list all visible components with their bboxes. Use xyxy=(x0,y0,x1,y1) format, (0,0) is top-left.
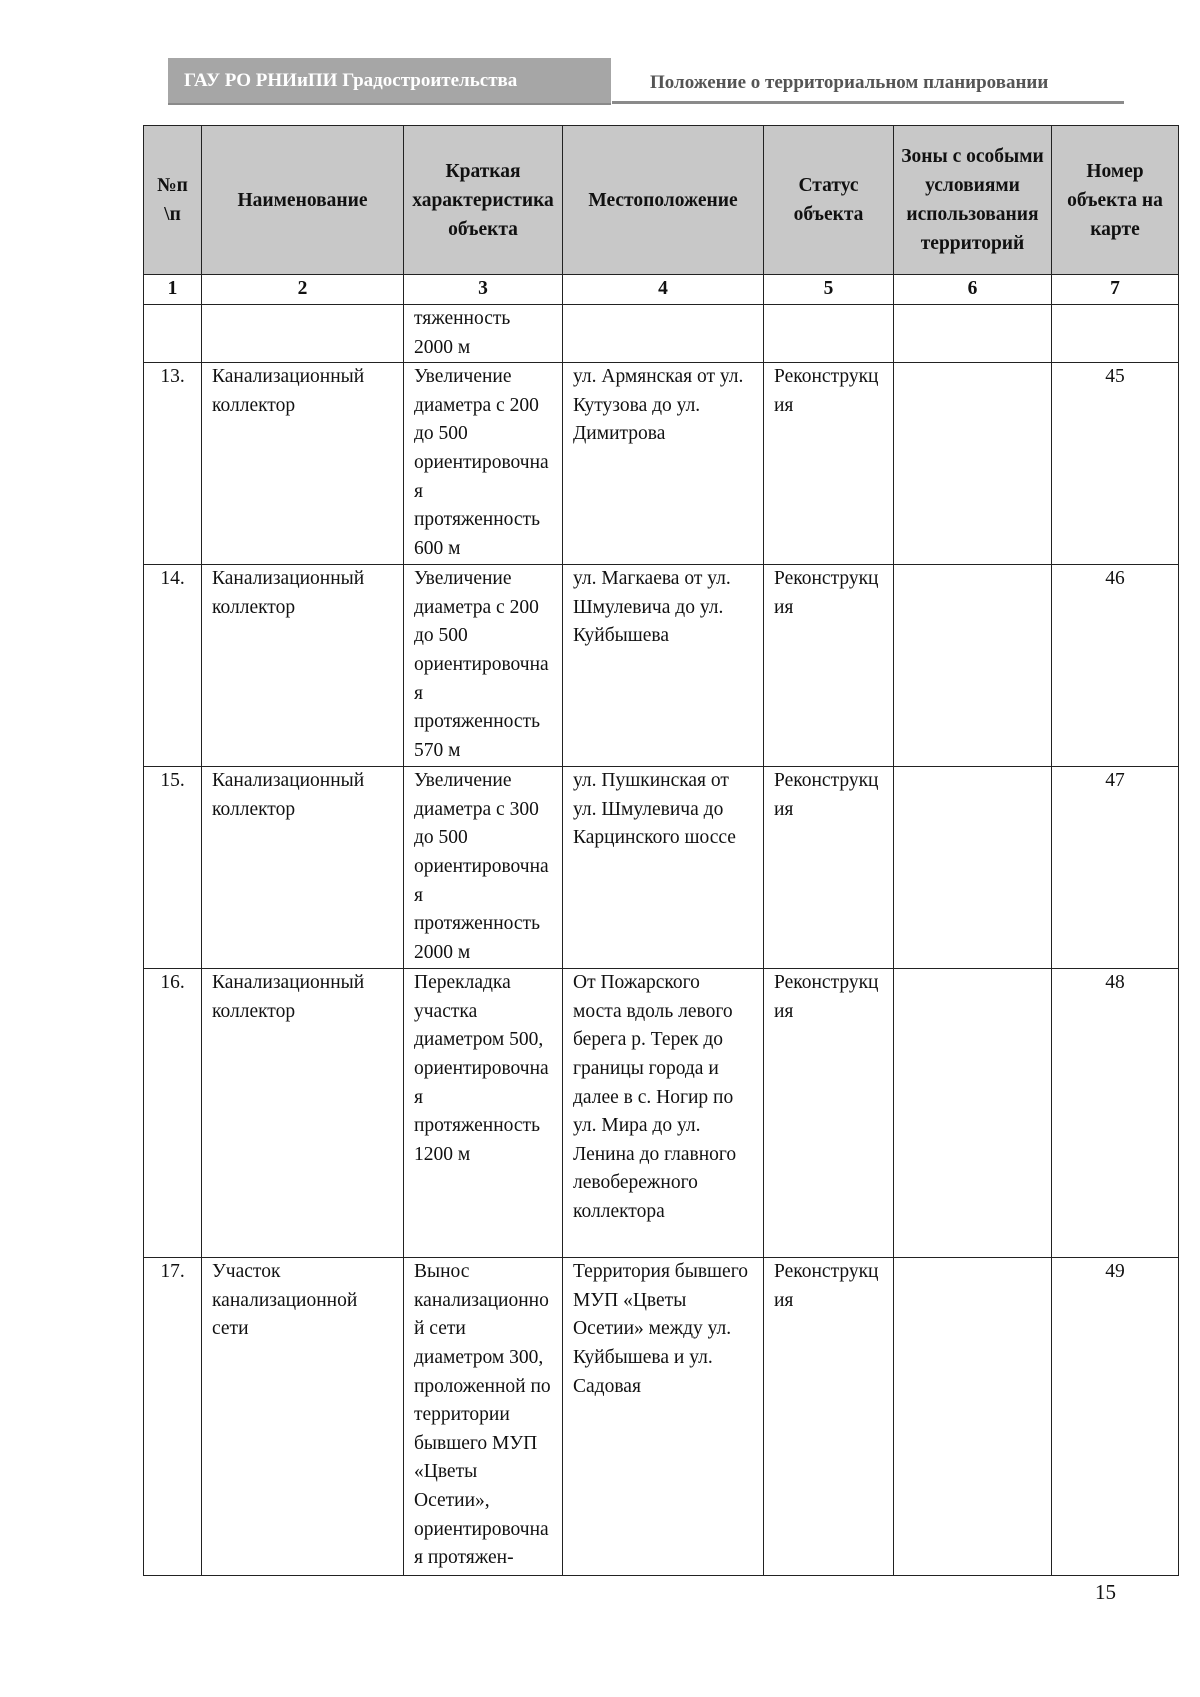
object-location xyxy=(563,305,764,363)
row-number: 15. xyxy=(144,767,202,969)
object-name: Участок канализационной сети xyxy=(202,1258,404,1576)
object-description: Увеличение диаметра с 200 до 500 ориентировочная протяженность 570 м xyxy=(404,565,563,767)
row-number: 14. xyxy=(144,565,202,767)
table-row xyxy=(144,969,1179,1258)
object-description: Увеличение диаметра с 200 до 500 ориентировочная протяженность 600 м xyxy=(404,363,563,565)
col-header-name: Наименование xyxy=(202,126,404,275)
object-description: Перекладка участка диаметром 500, ориентировочная протяженность 1200 м xyxy=(404,969,563,1258)
object-status: Реконструкция xyxy=(764,565,894,767)
object-map-number: 46 xyxy=(1052,565,1179,767)
table-row xyxy=(144,363,1179,565)
col-number: 3 xyxy=(404,275,563,305)
table-row xyxy=(144,767,1179,969)
object-zones xyxy=(894,363,1052,565)
object-name: Канализационный коллектор xyxy=(202,363,404,565)
col-header-zones: Зоны с особыми условиями использования территорий xyxy=(894,126,1052,275)
col-number: 4 xyxy=(563,275,764,305)
object-description: Вынос канализационной сети диаметром 300, проложенной по территории бывшего МУП «Цветы Осетии», ориентировочная протяжен- xyxy=(404,1258,563,1576)
object-map-number: 48 xyxy=(1052,969,1179,1258)
object-status: Реконструкция xyxy=(764,969,894,1258)
col-header-description: Краткая характеристика объекта xyxy=(404,126,563,275)
header-right-underline xyxy=(612,101,1124,104)
col-number: 7 xyxy=(1052,275,1179,305)
object-zones xyxy=(894,1258,1052,1576)
table-row xyxy=(144,565,1179,767)
table-row xyxy=(144,1258,1179,1576)
object-location: ул. Армянская от ул. Кутузова до ул. Димитрова xyxy=(563,363,764,565)
object-status: Реконструкция xyxy=(764,1258,894,1576)
object-zones xyxy=(894,305,1052,363)
header-left-underline xyxy=(168,103,611,105)
object-name xyxy=(202,305,404,363)
object-location: От Пожарского моста вдоль левого берега р. Терек до границы города и далее в с. Ногир по ул. Мира до ул. Ленина до главного левобережного коллектора xyxy=(563,969,764,1258)
object-status: Реконструкция xyxy=(764,363,894,565)
col-header-number: №п \п xyxy=(144,126,202,275)
object-zones xyxy=(894,767,1052,969)
col-header-location: Местоположение xyxy=(563,126,764,275)
header-document-title: Положение о территориальном планировании xyxy=(650,72,1049,93)
column-number-row xyxy=(144,275,1179,305)
col-number: 1 xyxy=(144,275,202,305)
page-number: 15 xyxy=(1095,1580,1116,1604)
object-map-number: 45 xyxy=(1052,363,1179,565)
object-zones xyxy=(894,969,1052,1258)
objects-table xyxy=(143,125,1179,1576)
object-name: Канализационный коллектор xyxy=(202,969,404,1258)
row-number xyxy=(144,305,202,363)
row-number: 17. xyxy=(144,1258,202,1576)
col-header-status: Статус объекта xyxy=(764,126,894,275)
object-location: ул. Магкаева от ул. Шмулевича до ул. Куйбышева xyxy=(563,565,764,767)
row-number: 16. xyxy=(144,969,202,1258)
object-map-number: 49 xyxy=(1052,1258,1179,1576)
table-header-row xyxy=(144,126,1179,275)
object-map-number: 47 xyxy=(1052,767,1179,969)
object-status xyxy=(764,305,894,363)
header-organization: ГАУ РО РНИиПИ Градостроительства xyxy=(168,58,611,104)
object-name: Канализационный коллектор xyxy=(202,565,404,767)
object-map-number xyxy=(1052,305,1179,363)
object-status: Реконструкция xyxy=(764,767,894,969)
col-number: 2 xyxy=(202,275,404,305)
col-number: 6 xyxy=(894,275,1052,305)
object-description: тяженность 2000 м xyxy=(404,305,563,363)
object-name: Канализационный коллектор xyxy=(202,767,404,969)
col-number: 5 xyxy=(764,275,894,305)
object-description: Увеличение диаметра с 300 до 500 ориентировочная протяженность 2000 м xyxy=(404,767,563,969)
object-zones xyxy=(894,565,1052,767)
row-number: 13. xyxy=(144,363,202,565)
object-location: Территория бывшего МУП «Цветы Осетии» между ул. Куйбышева и ул. Садовая xyxy=(563,1258,764,1576)
object-location: ул. Пушкинская от ул. Шмулевича до Карцинского шоссе xyxy=(563,767,764,969)
col-header-map-number: Номер объекта на карте xyxy=(1052,126,1179,275)
table-row xyxy=(144,305,1179,363)
